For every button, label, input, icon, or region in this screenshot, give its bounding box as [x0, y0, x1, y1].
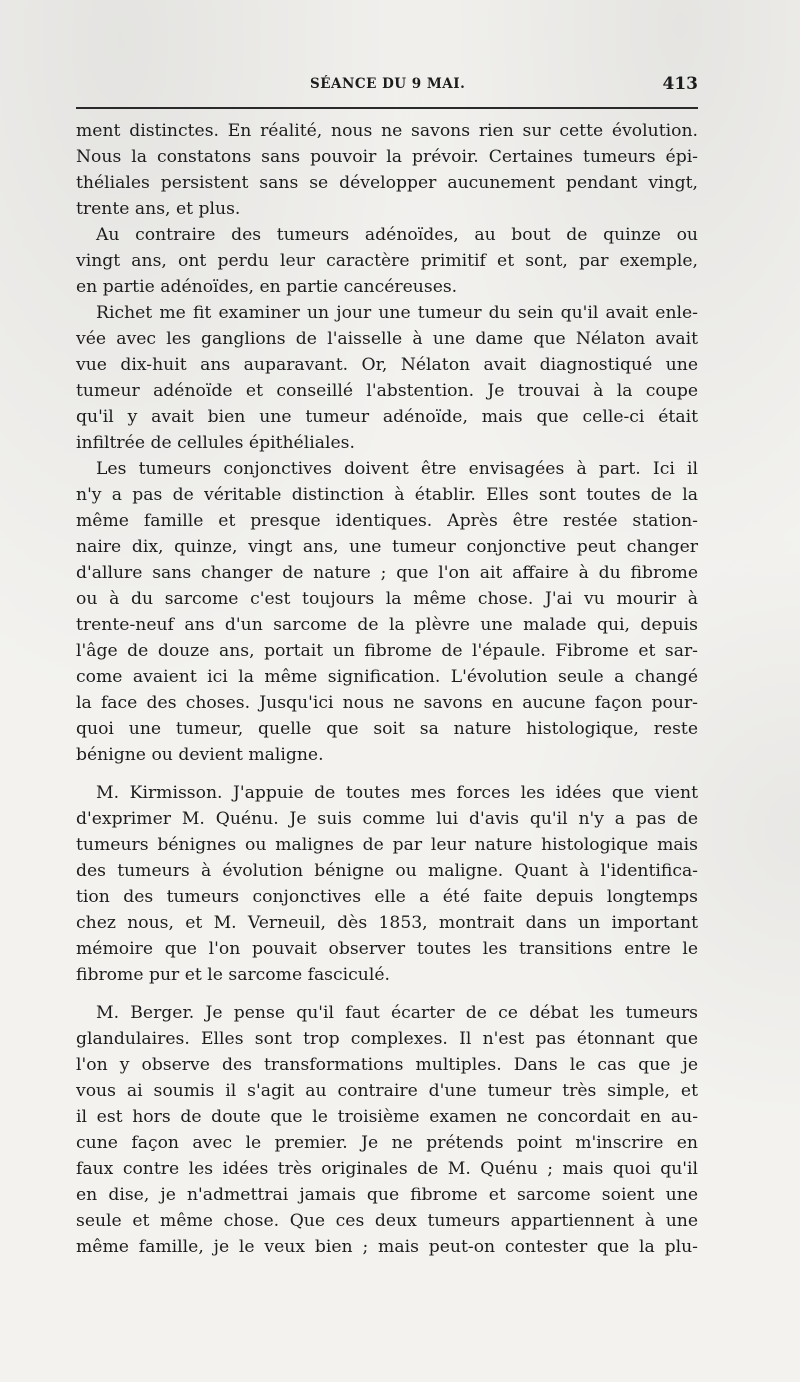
text-line: en partie adénoïdes, en partie cancéreuses. [76, 277, 458, 297]
text-line: infiltrée de cellules épithéliales. [76, 433, 355, 453]
body-text [76, 118, 698, 1260]
text-line: d'allure sans changer de nature ; que l'on ait affaire à du fibrome [76, 563, 698, 583]
text-line: Les tumeurs conjonctives doivent être envisagées à part. Ici il [96, 459, 698, 479]
text-line: tion des tumeurs conjonctives elle a été faite depuis longtemps [76, 887, 698, 907]
text-line: tumeurs bénignes ou malignes de par leur nature histologique mais [76, 835, 698, 855]
text-line: même famille et presque identiques. Après être restée station- [76, 511, 698, 531]
text-line: qu'il y avait bien une tumeur adénoïde, mais que celle-ci était [76, 407, 698, 427]
text-line: en dise, je n'admettrai jamais que fibrome et sarcome soient une [76, 1185, 698, 1205]
text-line: des tumeurs à évolution bénigne ou maligne. Quant à l'identifica- [76, 861, 698, 881]
running-header [76, 74, 698, 100]
header-title: SÉANCE DU 9 MAI. [310, 76, 466, 92]
paragraph-gap [76, 988, 698, 1000]
text-line: n'y a pas de véritable distinction à établir. Elles sont toutes de la [76, 485, 698, 505]
text-line: faux contre les idées très originales de M. Quénu ; mais quoi qu'il [76, 1159, 698, 1179]
text-line: Au contraire des tumeurs adénoïdes, au bout de quinze ou [96, 225, 698, 245]
text-line: glandulaires. Elles sont trop complexes. Il n'est pas étonnant que [76, 1029, 698, 1049]
text-line: l'on y observe des transformations multiples. Dans le cas que je [76, 1055, 698, 1075]
text-line: cune façon avec le premier. Je ne prétends point m'inscrire en [76, 1133, 698, 1153]
text-line: l'âge de douze ans, portait un fibrome de l'épaule. Fibrome et sar- [76, 641, 698, 661]
text-line: d'exprimer M. Quénu. Je suis comme lui d'avis qu'il n'y a pas de [76, 809, 698, 829]
text-line: il est hors de doute que le troisième examen ne concordait en au- [76, 1107, 698, 1127]
text-line: vous ai soumis il s'agit au contraire d'une tumeur très simple, et [76, 1081, 698, 1101]
text-line: Richet me fit examiner un jour une tumeur du sein qu'il avait enle- [96, 303, 698, 323]
text-line: fibrome pur et le sarcome fasciculé. [76, 965, 390, 985]
text-line: Nous la constatons sans pouvoir la prévoir. Certaines tumeurs épi- [76, 147, 698, 167]
text-line: trente-neuf ans d'un sarcome de la plèvre une malade qui, depuis [76, 615, 698, 635]
text-line: chez nous, et M. Verneuil, dès 1853, montrait dans un important [76, 913, 698, 933]
text-line: trente ans, et plus. [76, 199, 241, 219]
text-line: bénigne ou devient maligne. [76, 745, 324, 765]
text-line: mémoire que l'on pouvait observer toutes les transitions entre le [76, 939, 698, 959]
text-line: la face des choses. Jusqu'ici nous ne savons en aucune façon pour- [76, 693, 698, 713]
paragraph-gap [76, 768, 698, 780]
text-line: théliales persistent sans se développer aucunement pendant vingt, [76, 173, 698, 193]
text-line: naire dix, quinze, vingt ans, une tumeur conjonctive peut changer [76, 537, 698, 557]
text-line: M. Kirmisson. J'appuie de toutes mes forces les idées que vient [96, 783, 698, 803]
header-rule [76, 107, 698, 109]
text-line: même famille, je le veux bien ; mais peut-on contester que la plu- [76, 1237, 698, 1257]
text-line: ou à du sarcome c'est toujours la même chose. J'ai vu mourir à [76, 589, 698, 609]
text-line: come avaient ici la même signification. L'évolution seule a changé [76, 667, 698, 687]
page-number: 413 [662, 74, 698, 94]
text-line: vée avec les ganglions de l'aisselle à une dame que Nélaton avait [76, 329, 698, 349]
text-line: vue dix-huit ans auparavant. Or, Nélaton avait diagnostiqué une [76, 355, 698, 375]
text-line: ment distinctes. En réalité, nous ne savons rien sur cette évolution. [76, 121, 698, 141]
text-line: tumeur adénoïde et conseillé l'abstention. Je trouvai à la coupe [76, 381, 698, 401]
text-line: seule et même chose. Que ces deux tumeurs appartiennent à une [76, 1211, 698, 1231]
text-line: quoi une tumeur, quelle que soit sa nature histologique, reste [76, 719, 698, 739]
text-line: vingt ans, ont perdu leur caractère primitif et sont, par exemple, [76, 251, 698, 271]
text-line: M. Berger. Je pense qu'il faut écarter de ce débat les tumeurs [96, 1003, 698, 1023]
